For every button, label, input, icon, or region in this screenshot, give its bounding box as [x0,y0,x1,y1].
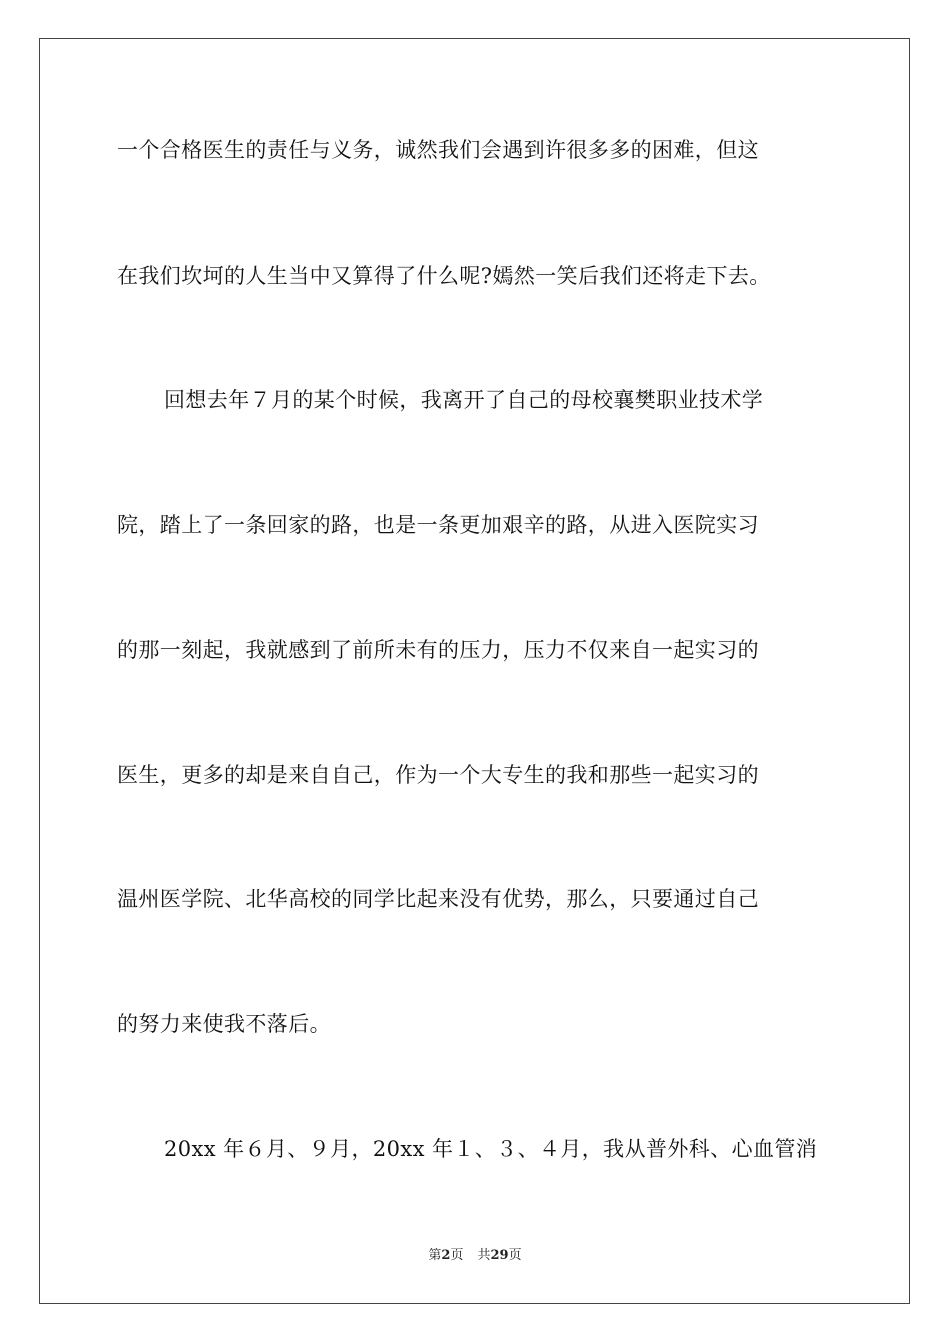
paragraph-line: 一个合格医生的责任与义务，诚然我们会遇到许很多多的困难，但这 [117,138,759,162]
paragraph-line: 医生，更多的却是来自自己，作为一个大专生的我和那些一起实习的 [117,763,759,787]
paragraph-line: 回想去年７月的某个时候，我离开了自己的母校襄樊职业技术学 [164,388,764,412]
paragraph-line: 院，踏上了一条回家的路，也是一条更加艰辛的路，从进入医院实习 [117,513,759,537]
paragraph-line: 的努力来使我不落后。 [117,1012,331,1036]
paragraph-line: 在我们坎坷的人生当中又算得了什么呢?嫣然一笑后我们还将走下去。 [117,264,771,288]
page-border [39,38,910,1304]
page-number: 2 [441,1248,451,1263]
paragraph-line: 温州医学院、北华高校的同学比起来没有优势，那么，只要通过自己 [117,887,759,911]
total-suffix: 页 [508,1248,522,1263]
page-prefix: 第 [428,1248,442,1263]
paragraph-line: 的那一刻起，我就感到了前所未有的压力，压力不仅来自一起实习的 [117,638,759,662]
page-footer [0,1247,950,1265]
paragraph-line: 20xx 年６月、９月，20xx 年１、３、４月，我从普外科、心血管消 [164,1137,818,1161]
page-suffix: 页 [450,1248,464,1263]
total-pages: 29 [490,1248,509,1263]
total-prefix: 共 [477,1248,491,1263]
